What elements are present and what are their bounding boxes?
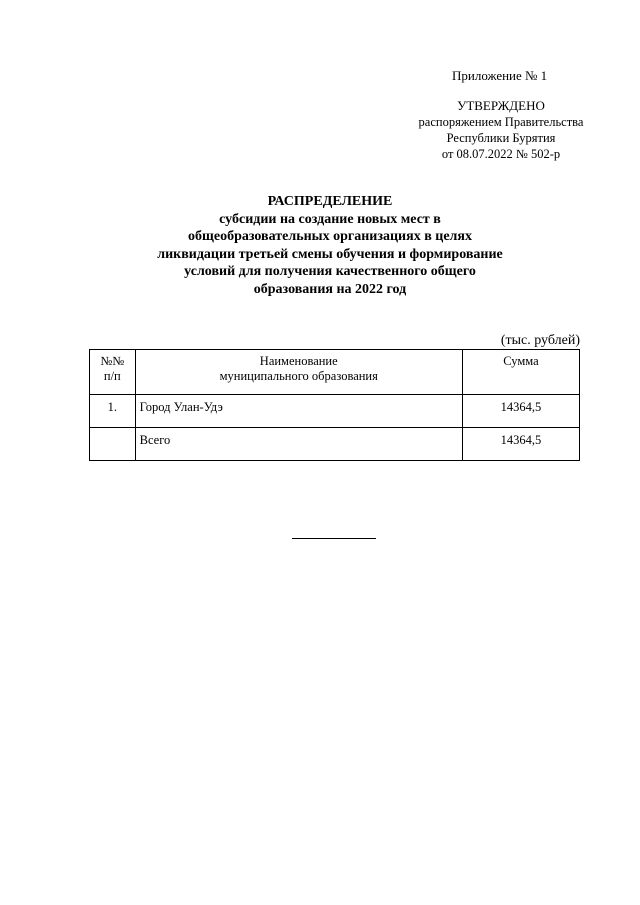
approval-line: Республики Бурятия [446,131,556,145]
appendix-label: Приложение № 1 [452,68,548,83]
row-sum: 14364,5 [462,428,579,461]
table-header-row [90,350,580,395]
title-line: общеобразовательных организациях в целях [188,229,472,244]
approval-date-line: от 08.07.2022 № 502-р [441,147,561,161]
title-line: образования на 2022 год [253,281,407,297]
row-number [90,428,136,461]
distribution-table [89,349,580,461]
title-line: ликвидации третьей смены обучения и формирование [157,246,503,262]
title-line: условий для получения качественного общего [184,264,476,279]
row-name: Город Улан-Удэ [135,395,462,428]
title-heading: РАСПРЕДЕЛЕНИЕ [267,194,393,209]
table-total-row [90,428,580,461]
header-sum-cell: Сумма [462,350,579,395]
row-sum: 14364,5 [462,395,579,428]
header-number-line2: п/п [103,369,121,383]
title-line: субсидии на создание новых мест в [219,211,441,227]
header-name-line1: Наименование [259,354,338,368]
approval-block [406,98,596,162]
header-name-cell [135,350,462,395]
row-name: Всего [135,428,462,461]
approval-line: распоряжением Правительства [418,115,584,129]
document-title [120,193,540,298]
approved-label: УТВЕРЖДЕНО [457,98,545,113]
table-row [90,395,580,428]
row-number: 1. [90,395,136,428]
header-name-line2: муниципального образования [219,369,378,383]
header-number-cell [90,350,136,395]
header-number-line1: №№ [100,354,125,368]
units-label: (тыс. рублей) [500,333,580,348]
end-divider-line [292,538,376,539]
